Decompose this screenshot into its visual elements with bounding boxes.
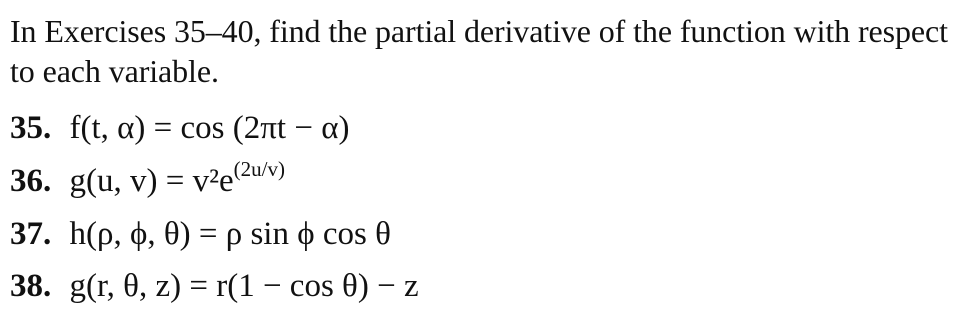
function-expression: g(r, θ, z) = r(1 − cos θ) − z [69, 268, 419, 304]
instructions-text: In Exercises 35–40, find the partial derivative of the function with respect to each variable. [10, 13, 948, 89]
function-expression: f(t, α) = cos (2πt − α) [69, 110, 350, 146]
exercise-number: 37. [10, 216, 52, 252]
function-expression: g(u, v) = v²e [69, 163, 234, 199]
exercise-35 [10, 108, 349, 148]
exercise-number: 36. [10, 163, 52, 199]
exercise-number: 38. [10, 268, 52, 304]
exercise-36 [10, 157, 285, 201]
function-exponent: (2u/v) [233, 157, 285, 181]
exercise-38 [10, 266, 419, 306]
exercise-number: 35. [10, 110, 52, 146]
function-expression: h(ρ, ϕ, θ) = ρ sin ϕ cos θ [69, 216, 391, 252]
exercise-37 [10, 214, 391, 254]
